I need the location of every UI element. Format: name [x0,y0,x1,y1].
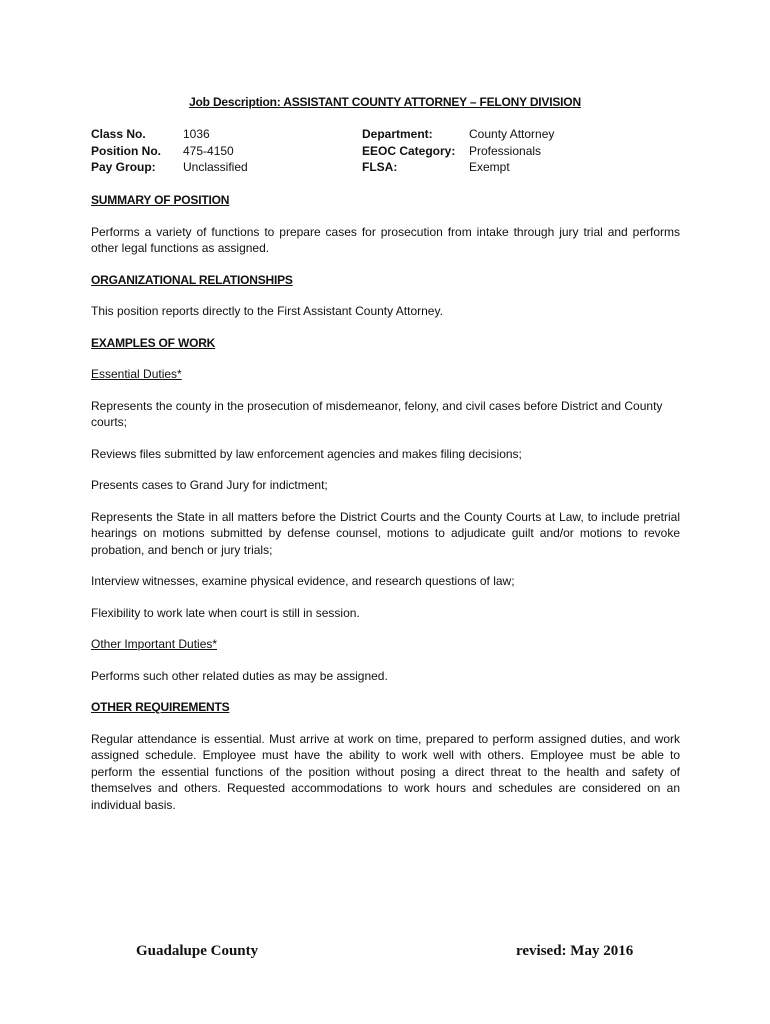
pay-group-value: Unclassified [183,160,248,174]
duty-item: Reviews files submitted by law enforcement agencies and makes filing decisions; [91,446,522,461]
document-body [91,192,680,813]
examples-heading: EXAMPLES OF WORK [91,335,216,350]
class-no-label: Class No. [91,127,146,141]
duty-item: Interview witnesses, examine physical evidence, and research questions of law; [91,574,515,588]
other-duties-label: Other Important Duties* [91,637,218,651]
eeoc-category-value: Professionals [469,143,542,158]
org-heading: ORGANIZATIONAL RELATIONSHIPS [91,272,293,287]
meta-right-block [362,126,554,176]
position-no-row [91,143,248,160]
pay-group-label: Pay Group: [91,160,156,174]
department-label: Department: [362,127,433,141]
duty-item: Presents cases to Grand Jury for indictment; [91,478,328,492]
eeoc-category-row [362,143,554,160]
org-text: This position reports directly to the First Assistant County Attorney. [91,304,443,318]
eeoc-category-label: EEOC Category: [362,143,456,158]
department-value: County Attorney [469,127,555,141]
duty-item: Represents the county in the prosecution of misdemeanor, felony, and civil cases before District and County courts; [91,398,663,429]
class-no-value: 1036 [183,127,210,141]
flsa-label: FLSA: [362,160,398,174]
class-no-row [91,126,248,143]
page-title: Job Description: ASSISTANT COUNTY ATTORNEY – FELONY DIVISION [189,95,581,109]
footer-revised: revised: May 2016 [516,943,634,959]
requirements-text: Regular attendance is essential. Must arrive at work on time, prepared to perform assigned duties, and work assigned schedule. Employee must have the ability to work well with others. Employee must be able to perform the essential functions of the position without posing a direct threat to the health and safety of themselves and others. Requested accommodations to work hours and schedules are considered on an individual basis. [91,731,680,812]
position-no-label: Position No. [91,143,161,158]
flsa-row [362,159,554,176]
pay-group-row [91,159,248,176]
position-no-value: 475-4150 [183,143,234,158]
essential-duties-label: Essential Duties* [91,367,182,381]
summary-heading: SUMMARY OF POSITION [91,193,230,207]
meta-left-block [91,126,248,176]
duty-item: Represents the State in all matters before the District Courts and the County Courts at Law, to include pretrial hearings on motions submitted by defense counsel, motions to adjudicate guilt and/or motions to revoke probation, and bench or jury trials; [91,509,680,557]
summary-text: Performs a variety of functions to prepare cases for prosecution from intake through jury trial and performs other legal functions as assigned. [91,224,680,255]
requirements-heading: OTHER REQUIREMENTS [91,700,230,714]
duty-item: Flexibility to work late when court is still in session. [91,605,360,620]
flsa-value: Exempt [469,160,510,174]
footer-county: Guadalupe County [136,943,259,959]
other-duties-text: Performs such other related duties as may be assigned. [91,668,388,683]
department-row [362,126,554,143]
